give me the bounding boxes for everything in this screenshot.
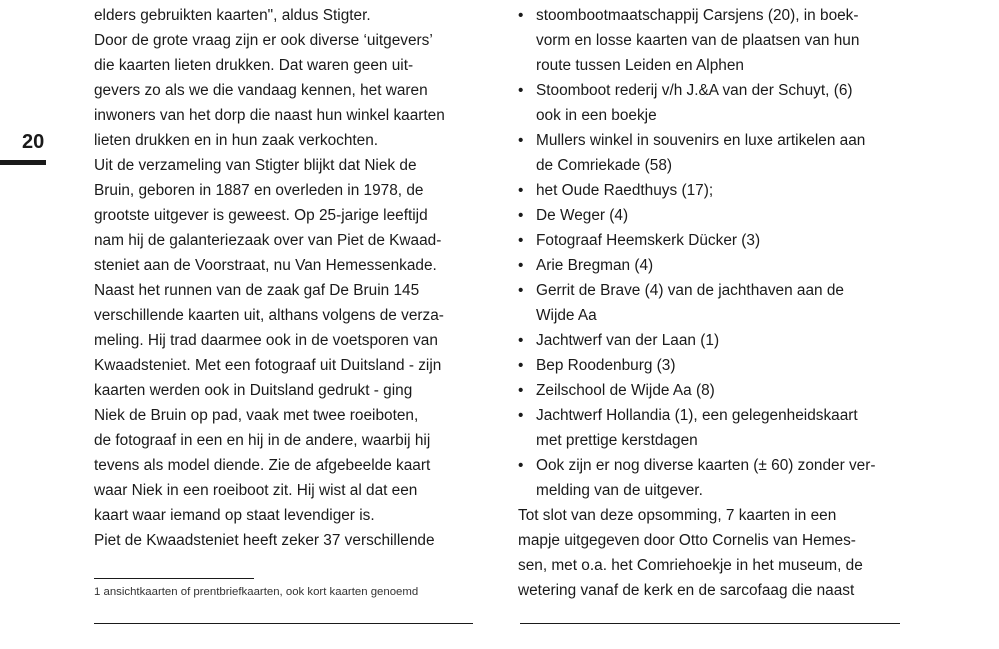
body-text-line: tevens als model diende. Zie de afgebeelde kaart [94,457,431,474]
footnote: 1 ansichtkaarten of prentbriefkaarten, ook kort kaarten genoemd [94,586,419,598]
list-item-line: met prettige kerstdagen [536,432,698,449]
bullet-icon: • [518,7,524,24]
list-item-line: Fotograaf Heemskerk Dücker (3) [536,232,761,249]
list-item-line: Ook zijn er nog diverse kaarten (± 60) zonder ver- [536,457,876,474]
list-item [518,3,900,78]
body-text-line: Uit de verzameling van Stigter blijkt dat Niek de [94,157,417,174]
body-text-line: Door de grote vraag zijn er ook diverse ‘uitgevers’ [94,32,433,49]
body-text-line: Niek de Bruin op pad, vaak met twee roeiboten, [94,407,419,424]
body-text-line: de fotograaf in een en hij in de andere, waarbij hij [94,432,431,449]
list-item-line: de Comriekade (58) [536,157,673,174]
uitgevers-list [518,3,900,503]
list-item-line: Arie Bregman (4) [536,257,654,274]
list-item-line: Zeilschool de Wijde Aa (8) [536,382,715,399]
list-item-line: het Oude Raedthuys (17); [536,182,714,199]
list-item-line: Stoomboot rederij v/h J.&A van der Schuyt, (6) [536,82,853,99]
bullet-icon: • [518,207,524,224]
body-text-line: verschillende kaarten uit, althans volgens de verza- [94,307,444,324]
body-text-line: grootste uitgever is geweest. Op 25-jarige leeftijd [94,207,428,224]
closing-paragraph [518,503,900,603]
list-item-line: ook in een boekje [536,107,657,124]
list-item-line: Wijde Aa [536,307,597,324]
body-text-line: Naast het runnen van de zaak gaf De Bruin 145 [94,282,420,299]
bullet-icon: • [518,407,524,424]
list-item [518,78,900,128]
list-item [518,403,900,453]
body-text-line: Tot slot van deze opsomming, 7 kaarten in een [518,507,837,524]
body-text-line: kaarten werden ook in Duitsland gedrukt - ging [94,382,413,399]
list-item [518,203,900,228]
bottom-rule-left [94,623,473,624]
list-item-line: De Weger (4) [536,207,629,224]
body-text-line: elders gebruikten kaarten", aldus Stigter. [94,7,371,24]
list-item [518,178,900,203]
body-text-line: Piet de Kwaadsteniet heeft zeker 37 verschillende [94,532,435,549]
list-item-line: Jachtwerf Hollandia (1), een gelegenheidskaart [536,407,858,424]
list-item-line: route tussen Leiden en Alphen [536,57,744,74]
list-item-line: Bep Roodenburg (3) [536,357,676,374]
body-text-line: steniet aan de Voorstraat, nu Van Hemessenkade. [94,257,437,274]
body-text-line: waar Niek in een roeiboot zit. Hij wist al dat een [94,482,418,499]
body-text-line: sen, met o.a. het Comriehoekje in het museum, de [518,557,863,574]
body-text-line: nam hij de galanteriezaak over van Piet de Kwaad- [94,232,442,249]
body-text-line: Kwaadsteniet. Met een fotograaf uit Duitsland - zijn [94,357,442,374]
list-item-line: Gerrit de Brave (4) van de jachthaven aan de [536,282,844,299]
body-text-line: inwoners van het dorp die naast hun winkel kaarten [94,107,445,124]
bottom-rule-right [520,623,900,624]
list-item [518,278,900,328]
list-item [518,128,900,178]
body-text-line: meling. Hij trad daarmee ook in de voetsporen van [94,332,438,349]
body-text-line: mapje uitgegeven door Otto Cornelis van Hemes- [518,532,856,549]
body-text-line: die kaarten lieten drukken. Dat waren geen uit- [94,57,414,74]
bullet-icon: • [518,82,524,99]
bullet-icon: • [518,282,524,299]
body-text-line: wetering vanaf de kerk en de sarcofaag die naast [518,582,855,599]
footnote-rule [94,578,254,579]
page-number-rule [0,160,46,165]
bullet-icon: • [518,382,524,399]
list-item [518,228,900,253]
left-column [94,3,474,553]
bullet-icon: • [518,257,524,274]
list-item-line: stoombootmaatschappij Carsjens (20), in boek- [536,7,859,24]
page-number: 20 [22,131,45,153]
list-item [518,328,900,353]
bullet-icon: • [518,457,524,474]
list-item [518,253,900,278]
list-item [518,353,900,378]
list-item-line: Jachtwerf van der Laan (1) [536,332,720,349]
list-item-line: melding van de uitgever. [536,482,703,499]
body-text-line: lieten drukken en in hun zaak verkochten. [94,132,379,149]
bullet-icon: • [518,332,524,349]
body-text-line: gevers zo als we die vandaag kennen, het waren [94,82,428,99]
bullet-icon: • [518,132,524,149]
body-text-line: Bruin, geboren in 1887 en overleden in 1978, de [94,182,424,199]
bullet-icon: • [518,357,524,374]
bullet-icon: • [518,182,524,199]
bullet-icon: • [518,232,524,249]
list-item [518,378,900,403]
list-item [518,453,900,503]
list-item-line: Mullers winkel in souvenirs en luxe artikelen aan [536,132,866,149]
right-column [518,3,900,603]
body-text-line: kaart waar iemand op staat levendiger is. [94,507,375,524]
list-item-line: vorm en losse kaarten van de plaatsen van hun [536,32,860,49]
